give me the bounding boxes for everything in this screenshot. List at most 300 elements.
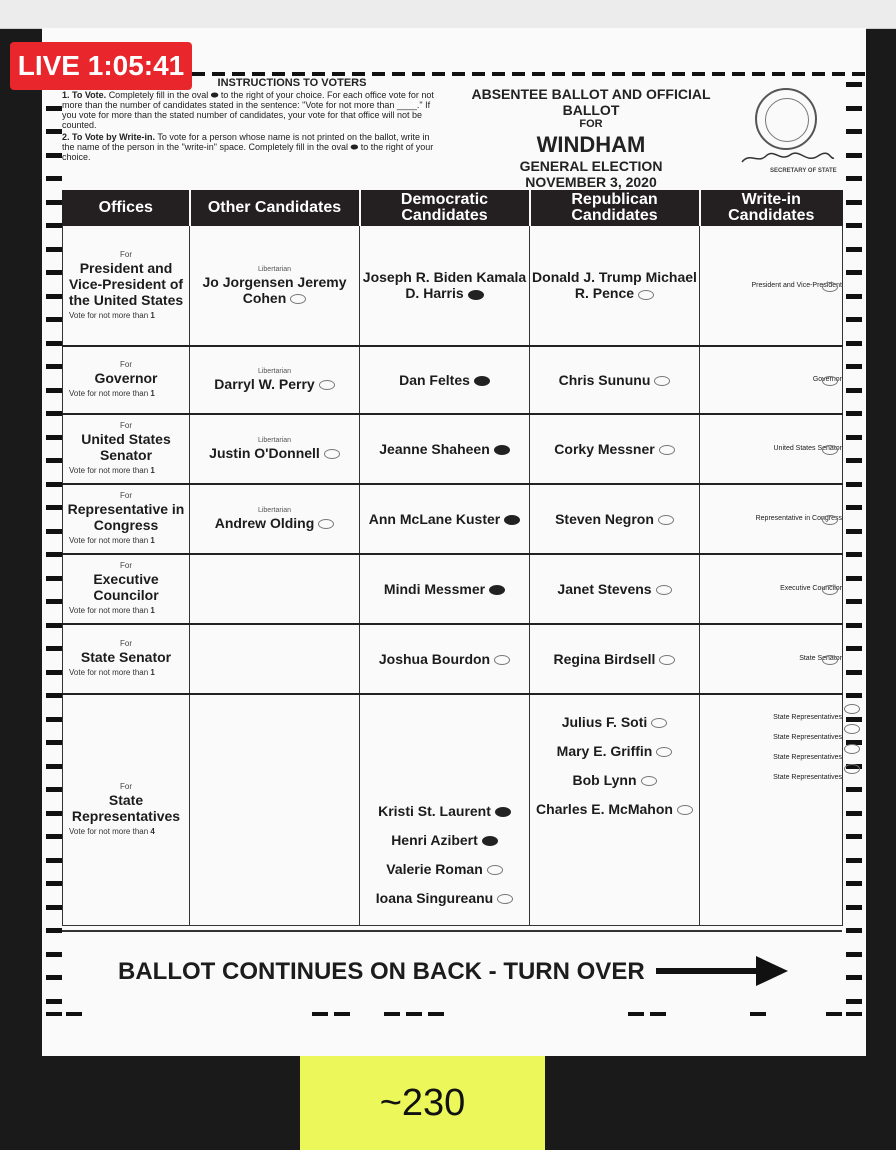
- timing-mark: [792, 72, 805, 76]
- vote-oval[interactable]: [844, 704, 860, 714]
- party-label: Libertarian: [257, 437, 292, 444]
- timing-mark: [46, 1012, 62, 1016]
- timing-mark: [846, 693, 862, 698]
- vote-limit-number: 1: [150, 466, 155, 475]
- vote-oval[interactable]: [822, 515, 838, 525]
- write-in-line[interactable]: [700, 734, 842, 741]
- secretary-of-state-label: SECRETARY OF STATE: [770, 168, 837, 174]
- timing-mark: [846, 294, 862, 299]
- candidate-item: [530, 714, 699, 730]
- for-label: For: [120, 639, 132, 648]
- timing-mark: [846, 247, 862, 252]
- vote-oval-filled[interactable]: [468, 290, 484, 300]
- vote-oval[interactable]: [497, 894, 513, 904]
- candidate-name: Valerie Roman: [386, 861, 483, 877]
- timing-mark: [46, 106, 62, 111]
- timing-mark: [846, 364, 862, 369]
- divider: [62, 930, 842, 932]
- candidate-name: Steven Negron: [555, 510, 654, 527]
- dem-candidate: [360, 346, 530, 414]
- office-name: President and Vice-President of the United States: [68, 259, 184, 308]
- timing-mark: [252, 72, 265, 76]
- timing-mark: [512, 72, 525, 76]
- for-label: For: [120, 249, 132, 259]
- rep-candidates: [530, 694, 700, 926]
- timing-mark: [846, 482, 862, 487]
- dem-candidate-list: [360, 803, 529, 906]
- candidate-name: Henri Azibert: [391, 832, 478, 848]
- candidate-name: Bob Lynn: [572, 771, 637, 788]
- timing-mark: [846, 82, 862, 87]
- candidate-name: Darryl W. Perry: [214, 376, 315, 392]
- timing-mark: [846, 928, 862, 933]
- timing-mark: [846, 341, 862, 346]
- timing-mark: [846, 787, 862, 792]
- race-row: [63, 346, 843, 414]
- other-candidate: [190, 346, 360, 414]
- write-in-cells: [700, 694, 843, 926]
- candidate-name: Donald J. Trump Michael R. Pence: [532, 269, 697, 302]
- vote-oval[interactable]: [822, 585, 838, 595]
- candidate-name: Chris Sununu: [558, 371, 651, 388]
- write-in-line[interactable]: [700, 774, 842, 781]
- candidate-name: Kristi St. Laurent: [378, 803, 491, 819]
- timing-mark: [46, 576, 62, 581]
- column-headers: [63, 191, 843, 226]
- timing-mark: [46, 153, 62, 158]
- for-label: For: [120, 360, 132, 369]
- timing-mark: [846, 670, 862, 675]
- timing-mark: [752, 72, 765, 76]
- candidate-name: Charles E. McMahon: [536, 800, 673, 817]
- vote-oval[interactable]: [658, 515, 674, 525]
- write-in-label: United States Senator: [773, 445, 842, 452]
- timing-mark: [846, 106, 862, 111]
- dem-candidates: [360, 694, 530, 926]
- rep-candidate: [530, 414, 700, 484]
- vote-oval-filled[interactable]: [494, 445, 510, 455]
- timing-mark: [612, 72, 625, 76]
- for-label: For: [120, 491, 132, 500]
- office-cell: [63, 346, 190, 414]
- rep-candidate: [530, 624, 700, 694]
- dem-candidate: [360, 414, 530, 484]
- candidate-name: Janet Stevens: [557, 580, 652, 597]
- party-label: Libertarian: [257, 368, 292, 375]
- timing-mark: [846, 435, 862, 440]
- timing-mark: [46, 435, 62, 440]
- timing-mark: [46, 482, 62, 487]
- timing-mark: [46, 928, 62, 933]
- candidate-name: Jeanne Shaheen: [379, 440, 490, 457]
- write-in-label: State Representatives: [773, 733, 842, 741]
- vote-oval-filled[interactable]: [504, 515, 520, 525]
- rep-candidate-list: [530, 714, 699, 817]
- vote-oval-filled[interactable]: [489, 585, 505, 595]
- candidate-item: [360, 861, 529, 877]
- party-label: Libertarian: [257, 265, 292, 273]
- vote-limit-number: 1: [150, 668, 155, 677]
- vote-limit-text: Vote for not more than: [69, 389, 149, 398]
- write-in-line[interactable]: [700, 714, 842, 721]
- vote-limit: [63, 605, 189, 616]
- vote-oval[interactable]: [656, 747, 672, 757]
- timing-mark: [846, 599, 862, 604]
- vote-limit-text: Vote for not more than: [69, 536, 149, 545]
- candidate-item: [530, 801, 699, 817]
- timing-mark: [46, 364, 62, 369]
- timing-mark: [846, 505, 862, 510]
- timing-mark: [712, 72, 725, 76]
- col-republican: Republican Candidates: [530, 191, 700, 226]
- timing-mark: [46, 623, 62, 628]
- vote-oval[interactable]: [641, 776, 657, 786]
- timing-mark: [46, 999, 62, 1004]
- write-in-label: State Representatives: [773, 713, 842, 721]
- timing-mark: [46, 881, 62, 886]
- col-offices: Offices: [63, 191, 190, 226]
- timing-mark: [412, 72, 425, 76]
- candidate-name: Andrew Olding: [214, 515, 315, 531]
- timing-mark: [812, 72, 825, 76]
- write-in-label: Representative in Congress: [755, 515, 842, 522]
- vote-oval[interactable]: [651, 718, 667, 728]
- timing-mark: [846, 552, 862, 557]
- timing-mark: [372, 72, 385, 76]
- for-label: For: [120, 421, 132, 430]
- vote-limit: [63, 465, 189, 476]
- vote-oval[interactable]: [822, 282, 838, 292]
- write-in-list: [700, 714, 842, 781]
- instruction-2-text: To vote for a person whose name is not printed on the ballot, write in the name of the person in the "write-in" space. Completely fill in the oval ⬬ to the right of your choice.: [62, 132, 434, 162]
- vote-limit-text: Vote for not more than: [69, 466, 149, 475]
- col-write-in: Write-in Candidates: [700, 191, 843, 226]
- timing-mark: [428, 1012, 444, 1016]
- timing-mark: [846, 129, 862, 134]
- vote-oval[interactable]: [487, 865, 503, 875]
- timing-mark: [572, 72, 585, 76]
- timing-mark: [846, 176, 862, 181]
- timing-mark: [46, 740, 62, 745]
- vote-oval[interactable]: [324, 449, 340, 459]
- timing-mark: [846, 1012, 862, 1016]
- timing-mark: [192, 72, 205, 76]
- candidate-name: Mindi Messmer: [383, 580, 486, 597]
- timing-mark: [492, 72, 505, 76]
- timing-mark: [846, 646, 862, 651]
- timing-mark: [46, 129, 62, 134]
- timing-mark: [46, 388, 62, 393]
- timing-mark: [846, 952, 862, 957]
- rep-candidate: [530, 226, 700, 346]
- vote-limit-number: 1: [150, 606, 155, 615]
- vote-oval[interactable]: [659, 445, 675, 455]
- race-row-state-reps: [63, 694, 843, 926]
- office-cell: [63, 226, 190, 346]
- timing-mark: [432, 72, 445, 76]
- timing-mark: [212, 72, 225, 76]
- candidate-name: Joshua Bourdon: [378, 650, 491, 667]
- vote-oval[interactable]: [318, 519, 334, 529]
- live-timer-badge: LIVE 1:05:41: [10, 42, 192, 90]
- timing-mark: [846, 223, 862, 228]
- vote-oval[interactable]: [659, 655, 675, 665]
- timing-mark: [46, 599, 62, 604]
- race-row: [63, 484, 843, 554]
- vote-oval[interactable]: [822, 376, 838, 386]
- candidate-item: [360, 890, 529, 906]
- candidate-item: [360, 832, 529, 848]
- timing-mark: [46, 294, 62, 299]
- for-label: For: [120, 561, 132, 570]
- candidate-name: Julius F. Soti: [561, 713, 648, 730]
- write-in-label: Executive Councilor: [780, 585, 842, 592]
- ballot-type: ABSENTEE BALLOT AND OFFICIAL BALLOT: [471, 86, 711, 118]
- browser-top-strip: [0, 0, 896, 29]
- timing-mark: [846, 576, 862, 581]
- state-seal-icon: [755, 88, 817, 150]
- rep-candidate: [530, 554, 700, 624]
- vote-limit: [63, 826, 189, 837]
- candidate-name: Ann McLane Kuster: [368, 510, 501, 527]
- timing-mark: [846, 153, 862, 158]
- timing-mark: [46, 787, 62, 792]
- office-name: State Senator: [80, 649, 172, 665]
- timing-mark: [46, 458, 62, 463]
- timing-mark: [46, 834, 62, 839]
- vote-oval-filled[interactable]: [482, 836, 498, 846]
- col-other: Other Candidates: [190, 191, 360, 226]
- timing-mark: [46, 411, 62, 416]
- race-row: [63, 554, 843, 624]
- write-in-cell[interactable]: [700, 414, 843, 484]
- write-in-label: State Representatives: [773, 773, 842, 781]
- office-name: United States Senator: [81, 431, 171, 463]
- vote-oval[interactable]: [656, 585, 672, 595]
- vote-limit: [63, 388, 189, 399]
- dem-candidate: [360, 226, 530, 346]
- other-candidate: [190, 484, 360, 554]
- vote-limit: [63, 667, 189, 678]
- vote-limit-text: Vote for not more than: [69, 827, 149, 837]
- timing-mark: [46, 341, 62, 346]
- write-in-cell[interactable]: [700, 624, 843, 694]
- timing-mark: [632, 72, 645, 76]
- instruction-2: [62, 132, 442, 162]
- timing-mark: [352, 72, 365, 76]
- rep-candidate: [530, 484, 700, 554]
- timing-mark: [846, 858, 862, 863]
- write-in-label: State Senator: [799, 655, 842, 662]
- timing-mark: [46, 529, 62, 534]
- vote-limit-number: 1: [150, 389, 155, 398]
- timing-mark: [384, 1012, 400, 1016]
- timing-mark: [46, 505, 62, 510]
- timing-mark: [452, 72, 465, 76]
- timing-mark: [650, 1012, 666, 1016]
- office-name: State Representatives: [71, 792, 181, 825]
- timing-mark: [846, 905, 862, 910]
- timing-mark: [846, 529, 862, 534]
- instructions-title: INSTRUCTIONS TO VOTERS: [217, 77, 367, 89]
- candidate-name: Dan Feltes: [399, 371, 470, 388]
- ballot-table: [62, 190, 843, 926]
- vote-oval-filled[interactable]: [474, 376, 490, 386]
- timing-mark: [46, 905, 62, 910]
- vote-limit-text: Vote for not more than: [69, 310, 149, 320]
- vote-oval[interactable]: [638, 290, 654, 300]
- vote-limit-text: Vote for not more than: [69, 668, 149, 677]
- timing-mark: [334, 1012, 350, 1016]
- ballot-count-label: ~230: [300, 1056, 545, 1150]
- timing-mark: [846, 388, 862, 393]
- candidate-name: Ioana Singureanu: [375, 890, 494, 906]
- timing-mark: [832, 72, 845, 76]
- vote-oval[interactable]: [844, 744, 860, 754]
- timing-mark: [272, 72, 285, 76]
- instruction-1: [62, 90, 442, 130]
- timing-mark: [552, 72, 565, 76]
- instructions-to-voters: [62, 78, 442, 164]
- write-in-label: President and Vice-President: [751, 281, 842, 289]
- timing-mark: [46, 270, 62, 275]
- race-row: [63, 414, 843, 484]
- timing-mark: [46, 693, 62, 698]
- timing-mark: [846, 717, 862, 722]
- ballot-header: [448, 86, 734, 190]
- dem-candidate: [360, 484, 530, 554]
- vote-oval[interactable]: [319, 380, 335, 390]
- write-in-cell[interactable]: [700, 346, 843, 414]
- ballot-for: FOR: [579, 118, 603, 130]
- candidate-name: Mary E. Griffin: [556, 742, 653, 759]
- candidate-item: [530, 772, 699, 788]
- office-cell: [63, 554, 190, 624]
- vote-limit: [63, 310, 189, 321]
- candidate-item: [530, 743, 699, 759]
- col-democratic: Democratic Candidates: [360, 191, 530, 226]
- timing-mark: [46, 952, 62, 957]
- timing-mark: [846, 881, 862, 886]
- arrow-right-icon: [656, 956, 788, 986]
- election-name: GENERAL ELECTION: [519, 158, 663, 174]
- timing-mark: [292, 72, 305, 76]
- dem-candidate: [360, 554, 530, 624]
- write-in-line[interactable]: [700, 754, 842, 761]
- office-name: Governor: [94, 370, 158, 386]
- office-cell: [63, 694, 190, 926]
- timing-mark: [826, 1012, 842, 1016]
- vote-oval[interactable]: [822, 655, 838, 665]
- office-cell: [63, 484, 190, 554]
- write-in-cell[interactable]: [700, 226, 843, 346]
- vote-limit: [63, 535, 189, 546]
- timing-mark: [46, 176, 62, 181]
- timing-mark: [846, 411, 862, 416]
- timing-mark: [332, 72, 345, 76]
- timing-mark: [472, 72, 485, 76]
- timing-mark: [46, 200, 62, 205]
- office-cell: [63, 414, 190, 484]
- write-in-label: Governor: [812, 376, 842, 383]
- vote-oval[interactable]: [654, 376, 670, 386]
- timing-mark: [846, 834, 862, 839]
- timing-mark: [232, 72, 245, 76]
- candidate-name: Corky Messner: [554, 440, 655, 457]
- timing-mark: [46, 670, 62, 675]
- timing-mark: [750, 1012, 766, 1016]
- timing-mark: [846, 200, 862, 205]
- signature-icon: [740, 150, 836, 166]
- race-row: [63, 624, 843, 694]
- rep-candidate: [530, 346, 700, 414]
- race-row: [63, 226, 843, 346]
- timing-mark: [732, 72, 745, 76]
- vote-limit-text: Vote for not more than: [69, 606, 149, 615]
- timing-mark: [852, 72, 865, 76]
- timing-mark: [672, 72, 685, 76]
- timing-mark: [846, 623, 862, 628]
- timing-mark: [46, 646, 62, 651]
- vote-limit-number: 1: [150, 310, 155, 320]
- timing-mark: [406, 1012, 422, 1016]
- timing-mark: [692, 72, 705, 76]
- instruction-1-heading: 1. To Vote.: [62, 90, 107, 100]
- timing-mark: [312, 1012, 328, 1016]
- timing-mark: [392, 72, 405, 76]
- timing-mark: [846, 811, 862, 816]
- timing-mark: [46, 223, 62, 228]
- instruction-1-text: Completely fill in the oval ⬬ to the right of your choice. For each office vote for not more than the number of candidates stated in the sentence: "Vote for not more than ____." If you vote for more than the stated number of candidates, your vote for that office will not be counted.: [62, 90, 434, 130]
- other-candidate: [190, 226, 360, 346]
- other-candidate-empty: [190, 554, 360, 624]
- timing-mark: [846, 270, 862, 275]
- timing-mark: [46, 717, 62, 722]
- timing-mark: [46, 858, 62, 863]
- timing-mark: [846, 317, 862, 322]
- write-in-cell[interactable]: [700, 484, 843, 554]
- candidate-name: Joseph R. Biden Kamala D. Harris: [362, 269, 527, 302]
- write-in-cell[interactable]: [700, 554, 843, 624]
- vote-limit-number: 1: [150, 536, 155, 545]
- vote-oval[interactable]: [290, 294, 306, 304]
- vote-oval[interactable]: [844, 724, 860, 734]
- candidate-name: Regina Birdsell: [553, 650, 656, 667]
- dem-candidate: [360, 624, 530, 694]
- office-name: Executive Councilor: [93, 571, 159, 603]
- timing-mark: [46, 811, 62, 816]
- timing-mark: [652, 72, 665, 76]
- timing-mark: [772, 72, 785, 76]
- vote-oval[interactable]: [494, 655, 510, 665]
- office-name: Representative in Congress: [67, 501, 185, 533]
- candidate-item: [360, 803, 529, 819]
- vote-oval[interactable]: [677, 805, 693, 815]
- town-name: WINDHAM: [536, 132, 646, 157]
- party-label: Libertarian: [257, 507, 292, 514]
- timing-mark: [628, 1012, 644, 1016]
- other-candidate-empty: [190, 694, 360, 926]
- vote-oval-filled[interactable]: [495, 807, 511, 817]
- vote-oval[interactable]: [822, 445, 838, 455]
- office-cell: [63, 624, 190, 694]
- timing-mark: [46, 975, 62, 980]
- vote-oval[interactable]: [844, 764, 860, 774]
- timing-mark: [592, 72, 605, 76]
- timing-mark: [846, 458, 862, 463]
- other-candidate: [190, 414, 360, 484]
- timing-mark: [846, 999, 862, 1004]
